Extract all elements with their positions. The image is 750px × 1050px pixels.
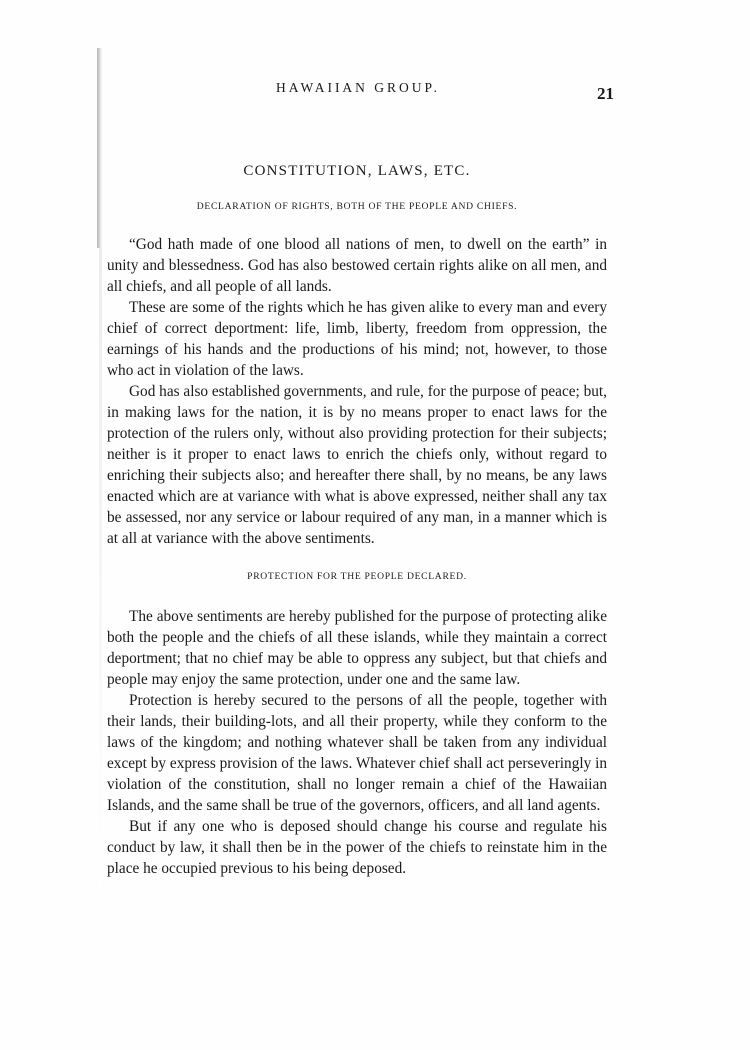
body-text [107,163,607,879]
paragraph: The above sentiments are hereby published for the purpose of protecting alike both the people and the chiefs of all these islands, while they maintain a correct deportment; that no chief may be able to oppress any subject, but that chiefs and people may enjoy the same protection, under one and the same law. [107,608,607,688]
paragraph: But if any one who is deposed should change his course and regulate his conduct by law, it shall then be in the power of the chiefs to reinstate him in the place he occupied previous to his being deposed. [107,818,607,877]
running-title: HAWAIIAN GROUP. [276,80,440,95]
subsection-heading-protection: PROTECTION FOR THE PEOPLE DECLARED. [247,571,467,582]
paragraph: These are some of the rights which he has given alike to every man and every chief of correct deportment: life, limb, liberty, freedom from oppression, the earnings of his hands and the productions of his mind; not, however, to those who act in violation of the laws. [107,299,607,379]
page-binding-shadow-faint [99,248,102,888]
paragraph: “God hath made of one blood all nations of men, to dwell on the earth” in unity and blessedness. God has also bestowed certain rights alike on all men, and all chiefs, and all people of all lands. [107,236,607,295]
section-title: CONSTITUTION, LAWS, ETC. [243,163,471,179]
page-binding-shadow [97,48,102,248]
page-number: 21 [597,84,614,103]
paragraph: God has also established governments, and rule, for the purpose of peace; but, in making laws for the nation, it is by no means proper to enact laws for the protection of the rulers only, without also providing protection for their subjects; neither is it proper to enact laws to enrich the chiefs only, without regard to enriching their subjects also; and hereafter there shall, by no means, be any laws enacted which are at variance with what is above expressed, neither shall any tax be assessed, nor any service or labour required of any man, in a manner which is at all at variance with the above sentiments. [107,383,607,547]
subsection-heading-declaration-of-rights: DECLARATION OF RIGHTS, BOTH OF THE PEOPLE AND CHIEFS. [196,201,518,212]
paragraph: Protection is hereby secured to the persons of all the people, together with their lands, their building-lots, and all their property, while they conform to the laws of the kingdom; and nothing whatever shall be taken from any individual except by express provision of the laws. Whatever chief shall act perseveringly in violation of the constitution, shall no longer remain a chief of the Hawaiian Islands, and the same shall be true of the governors, officers, and all land agents. [107,692,607,814]
running-head [108,80,614,103]
